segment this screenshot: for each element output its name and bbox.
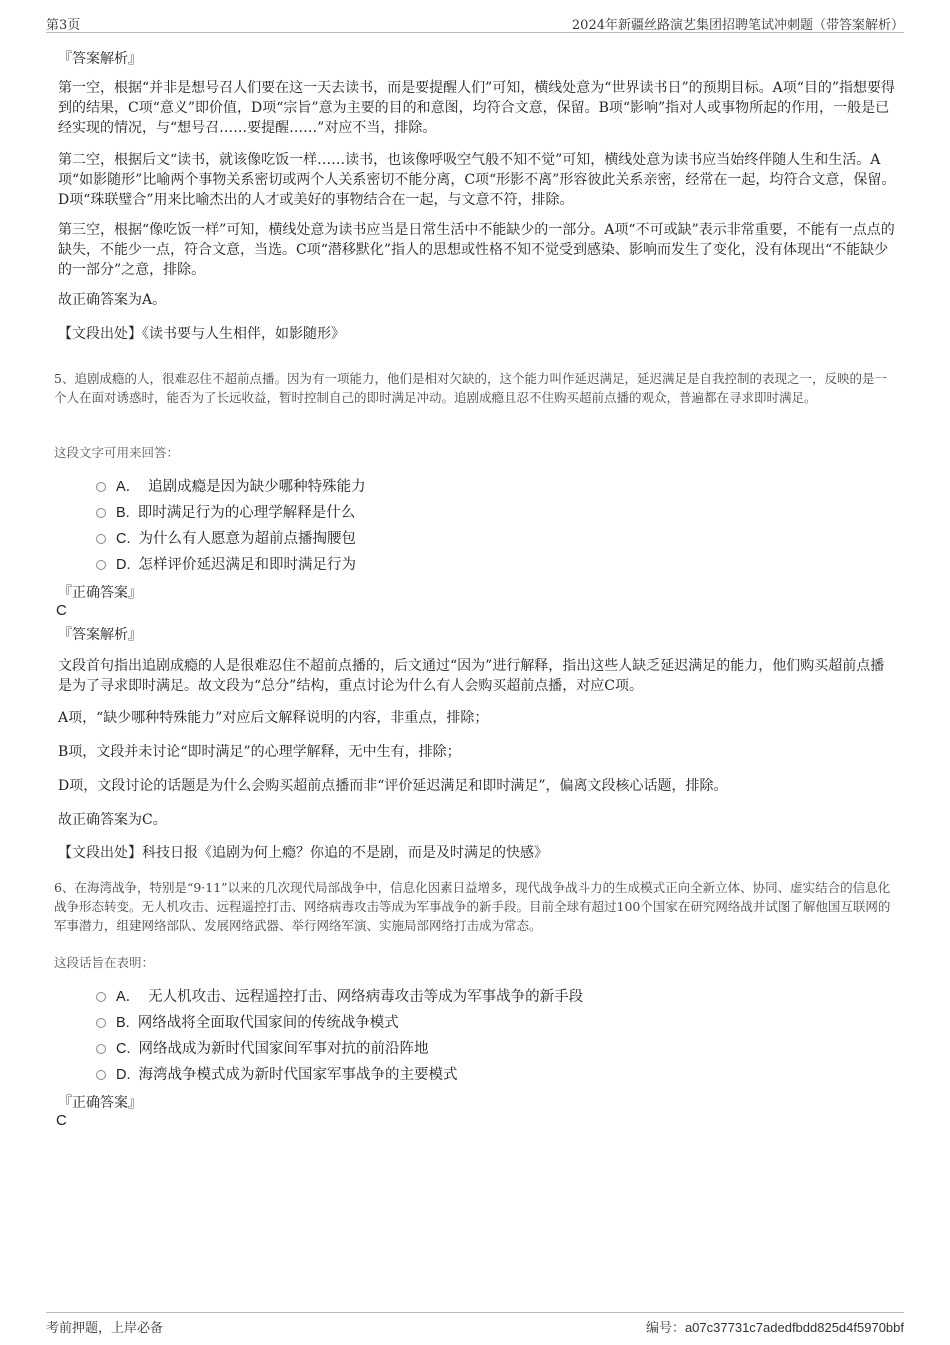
correct-answer: C xyxy=(56,1112,67,1129)
footer-slogan: 考前押题，上岸必备 xyxy=(46,1321,164,1336)
analysis-paragraph: 第一空，根据“并非是想号召人们要在这一天去读书，而是要提醒人们”可知，横线处意为“世界读书日”的预期目标。A项“目的”指想要得到的结果，C项“意义”即价值，D项“宗旨”意为主要的目的和意图，均符合文意，保留。B项“影响”指对人或事物所起的作用，一般是已经实现的情况，与“想号召……要提醒……”对应不当，排除。 xyxy=(58,80,896,136)
page-header xyxy=(46,12,904,33)
correct-answer-label: 『正确答案』 xyxy=(58,585,142,601)
question-hint: 这段文字可用来回答： xyxy=(54,445,180,460)
radio-button[interactable] xyxy=(96,1018,106,1028)
radio-button[interactable] xyxy=(96,1070,106,1080)
conclusion: 故正确答案为A。 xyxy=(58,292,167,308)
radio-button[interactable] xyxy=(96,992,106,1002)
option-d[interactable]: D. 怎样评价延迟满足和即时满足行为 xyxy=(96,555,356,575)
radio-button[interactable] xyxy=(96,1044,106,1054)
document-title: 2024年新疆丝路演艺集团招聘笔试冲刺题（带答案解析） xyxy=(571,18,904,33)
radio-button[interactable] xyxy=(96,508,106,518)
correct-answer-label: 『正确答案』 xyxy=(58,1095,142,1111)
analysis-label: 『答案解析』 xyxy=(58,627,142,643)
analysis-paragraph: 第三空，根据“像吃饭一样”可知，横线处意为读书应当是日常生活中不能缺少的一部分。A项“不可或缺”表示非常重要，不能有一点点的缺失，不能少一点，符合文意，当选。C项“潜移默化”指人的思想或性格不知不觉受到感染、影响而发生了变化，没有体现出“不能缺少的一部分”之意，排除。 xyxy=(58,222,895,278)
question-stem: 5、追剧成瘾的人，很难忍住不超前点播。因为有一项能力，他们是相对欠缺的，这个能力叫作延迟满足，延迟满足是自我控制的表现之一，反映的是一个人在面对诱惑时，能否为了长远收益，暂时控制自己的即时满足冲动。追剧成瘾且忍不住购买超前点播的观众，普遍都在寻求即时满足。 xyxy=(54,371,887,405)
option-d[interactable]: D. 海湾战争模式成为新时代国家军事战争的主要模式 xyxy=(96,1065,458,1085)
option-a[interactable]: A． 无人机攻击、远程遥控打击、网络病毒攻击等成为军事战争的新手段 xyxy=(96,987,583,1007)
analysis-paragraph: B项，文段并未讨论“即时满足”的心理学解释，无中生有，排除； xyxy=(58,744,461,760)
correct-answer: C xyxy=(56,602,67,619)
analysis-paragraph: 第二空，根据后文“读书，就该像吃饭一样……读书，也该像呼吸空气般不知不觉”可知，横线处意为读书应当始终伴随人生和生活。A项“如影随形”比喻两个事物关系密切或两个人关系密切不能分离，C项“形影不离”形容彼此关系亲密，经常在一起，均符合文意，保留。D项“珠联璧合”用来比喻杰出的人才或美好的事物结合在一起，与文意不符，排除。 xyxy=(58,152,896,208)
analysis-paragraph: A项，“缺少哪种特殊能力”对应后文解释说明的内容，非重点，排除； xyxy=(58,710,489,726)
source-note: 【文段出处】科技日报《追剧为何上瘾？你追的不是剧，而是及时满足的快感》 xyxy=(58,845,548,861)
source-note: 【文段出处】《读书要与人生相伴，如影随形》 xyxy=(58,326,345,342)
option-c[interactable]: C. 网络战成为新时代国家间军事对抗的前沿阵地 xyxy=(96,1039,429,1059)
question-hint: 这段话旨在表明： xyxy=(54,955,155,970)
analysis-label: 『答案解析』 xyxy=(58,51,142,67)
radio-button[interactable] xyxy=(96,560,106,570)
option-c[interactable]: C. 为什么有人愿意为超前点播掏腰包 xyxy=(96,529,356,549)
option-b[interactable]: B. 网络战将全面取代国家间的传统战争模式 xyxy=(96,1013,399,1033)
radio-button[interactable] xyxy=(96,534,106,544)
analysis-paragraph: D项，文段讨论的话题是为什么会购买超前点播而非“评价延迟满足和即时满足”，偏离文段核心话题，排除。 xyxy=(58,778,728,794)
page-footer xyxy=(46,1312,904,1335)
option-b[interactable]: B. 即时满足行为的心理学解释是什么 xyxy=(96,503,355,523)
document-id: 编号：a07c37731c7adedfbdd825d4f5970bbf xyxy=(645,1320,904,1336)
question-stem: 6、在海湾战争，特别是“9·11”以来的几次现代局部战争中，信息化因素日益增多，现代战争战斗力的生成模式正向全新立体、协同、虚实结合的信息化战争形态转变。无人机攻击、远程遥控打击、网络病毒攻击等成为军事战争的新手段。目前全球有超过100个国家在研究网络战并试图了解他国互联网的军事潜力，组建网络部队、发展网络武器、举行网络军演、实施局部网络打击成为常态。 xyxy=(54,880,891,933)
page-number: 第3页 xyxy=(46,18,81,33)
radio-button[interactable] xyxy=(96,482,106,492)
option-a[interactable]: A． 追剧成瘾是因为缺少哪种特殊能力 xyxy=(96,477,366,497)
analysis-paragraph: 文段首句指出追剧成瘾的人是很难忍住不超前点播的，后文通过“因为”进行解释，指出这些人缺乏延迟满足的能力，他们购买超前点播是为了寻求即时满足。故文段为“总分”结构，重点讨论为什么有人会购买超前点播，对应C项。 xyxy=(58,658,885,694)
conclusion: 故正确答案为C。 xyxy=(58,812,167,828)
